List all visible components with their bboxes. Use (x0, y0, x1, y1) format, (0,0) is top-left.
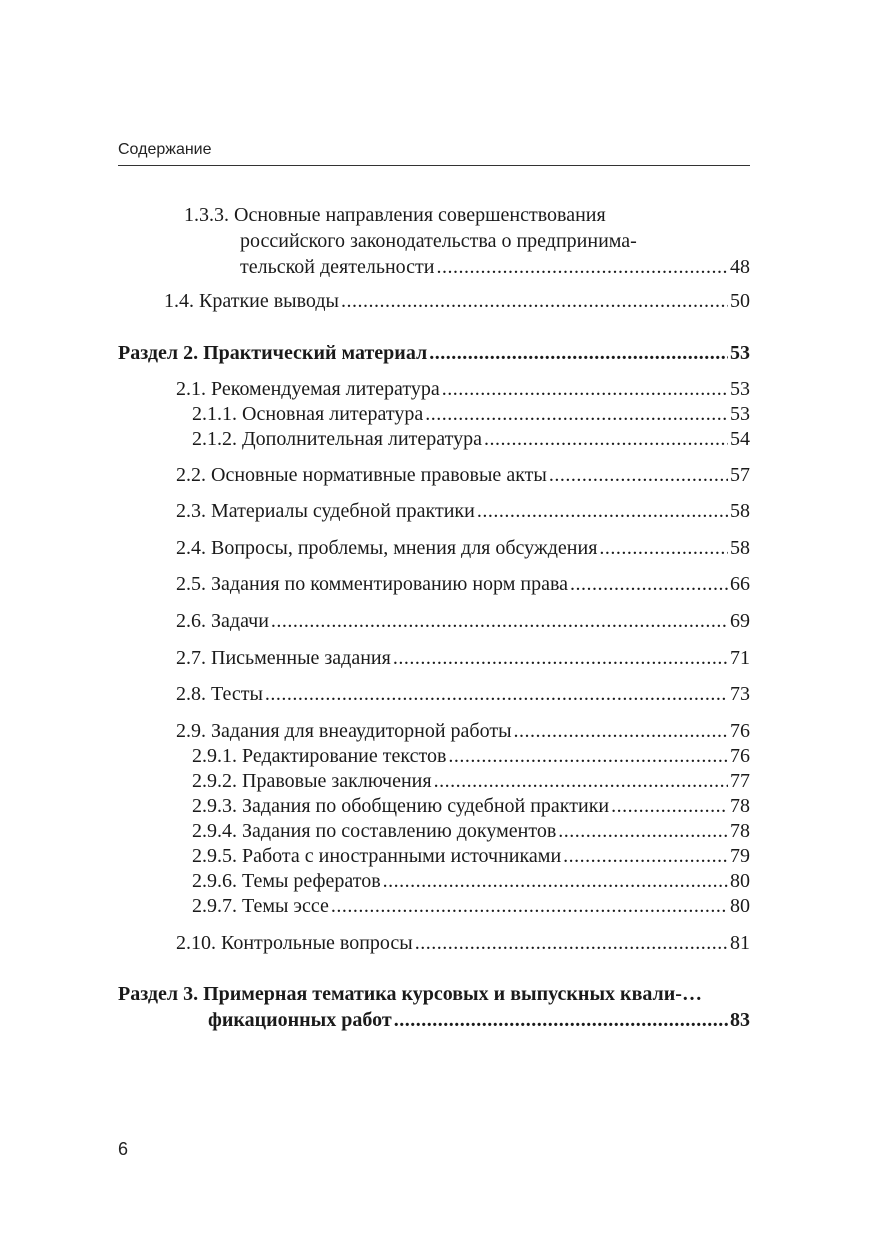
toc-entry-1-4[interactable]: 1.4. Краткие выводы ..... 50 (164, 288, 750, 314)
dot-leader (442, 376, 728, 402)
toc-entry-2-9-6[interactable]: 2.9.6. Темы рефератов ..... 80 (192, 868, 750, 894)
dot-leader (425, 401, 728, 427)
dot-leader (429, 340, 728, 366)
toc-entry-2-2[interactable]: 2.2. Основные нормативные правовые акты ..... 57 (176, 462, 750, 488)
toc-section-3-line1: Раздел 3. Примерная тематика курсовых и выпускных квали-… (118, 983, 702, 1005)
dot-leader (415, 930, 728, 956)
header-rule (118, 165, 750, 166)
page-number: 57 (730, 464, 750, 486)
toc-entry-2-9-2[interactable]: 2.9.2. Правовые заключения ..... 77 (192, 768, 750, 794)
toc-entry-2-9-1[interactable]: 2.9.1. Редактирование текстов ..... 76 (192, 743, 750, 769)
dot-leader (271, 608, 728, 634)
dot-leader (448, 743, 728, 769)
dot-leader (599, 535, 728, 561)
dot-leader (265, 681, 728, 707)
toc-entry-2-7[interactable]: 2.7. Письменные задания ..... 71 (176, 645, 750, 671)
dot-leader (437, 254, 729, 280)
toc-entry-2-9-4[interactable]: 2.9.4. Задания по составлению документов ..... 78 (192, 818, 750, 844)
page-number: 69 (730, 610, 750, 632)
page-number: 54 (730, 428, 750, 450)
toc-entry-1-3-3-line2: российского законодательства о предпринима- (240, 230, 637, 252)
running-head: Содержание (118, 141, 212, 158)
page-number: 83 (730, 1009, 750, 1031)
toc-entry-2-6[interactable]: 2.6. Задачи ..... 69 (176, 608, 750, 634)
page-number: 53 (730, 342, 750, 364)
toc-entry-1-3-3-line3: тельской деятельности (240, 256, 435, 278)
toc-entry-1-3-3[interactable] (240, 254, 750, 280)
folio-page-number: 6 (118, 1139, 129, 1159)
dot-leader (611, 793, 728, 819)
page-number: 78 (730, 820, 750, 842)
page-number: 53 (730, 378, 750, 400)
toc-entry-2-5[interactable]: 2.5. Задания по комментированию норм права ..... 66 (176, 571, 750, 597)
toc-entry-2-8[interactable]: 2.8. Тесты ..... 73 (176, 681, 750, 707)
page-number: 50 (730, 290, 750, 312)
dot-leader (549, 462, 728, 488)
toc-entry-2-9-7[interactable]: 2.9.7. Темы эссе ..... 80 (192, 893, 750, 919)
toc-entry-2-9-3[interactable]: 2.9.3. Задания по обобщению судебной практики ..... 78 (192, 793, 750, 819)
toc-entry-1-3-3-line1: 1.3.3. Основные направления совершенствования (184, 204, 606, 226)
dot-leader (558, 818, 728, 844)
toc-section-2[interactable]: Раздел 2. Практический материал ..... 53 (118, 340, 750, 366)
dot-leader (570, 571, 728, 597)
dot-leader (477, 498, 728, 524)
dot-leader (514, 718, 728, 744)
page-number: 58 (730, 537, 750, 559)
toc-entry-2-1[interactable]: 2.1. Рекомендуемая литература ..... 53 (176, 376, 750, 402)
page-number: 58 (730, 500, 750, 522)
page-number: 73 (730, 683, 750, 705)
toc-entry-2-3[interactable]: 2.3. Материалы судебной практики ..... 58 (176, 498, 750, 524)
page-number: 77 (730, 770, 750, 792)
dot-leader (563, 843, 728, 869)
toc-entry-2-9[interactable]: 2.9. Задания для внеаудиторной работы ..... 76 (176, 718, 750, 744)
dot-leader (394, 1007, 728, 1033)
page-number: 66 (730, 573, 750, 595)
dot-leader (393, 645, 728, 671)
page-number: 80 (730, 870, 750, 892)
dot-leader (383, 868, 728, 894)
page-number: 53 (730, 403, 750, 425)
page-number: 71 (730, 647, 750, 669)
toc-entry-2-10[interactable]: 2.10. Контрольные вопросы ..... 81 (176, 930, 750, 956)
page-number: 80 (730, 895, 750, 917)
page-number: 81 (730, 932, 750, 954)
dot-leader (434, 768, 728, 794)
toc-entry-2-9-5[interactable]: 2.9.5. Работа с иностранными источниками ..... 79 (192, 843, 750, 869)
page-number: 76 (730, 720, 750, 742)
dot-leader (484, 426, 728, 452)
toc-entry-2-1-2[interactable]: 2.1.2. Дополнительная литература ..... 54 (192, 426, 750, 452)
dot-leader (331, 893, 728, 919)
page-number: 76 (730, 745, 750, 767)
page-number: 79 (730, 845, 750, 867)
page-number: 78 (730, 795, 750, 817)
toc-entry-2-4[interactable]: 2.4. Вопросы, проблемы, мнения для обсуждения ..... 58 (176, 535, 750, 561)
dot-leader (341, 288, 728, 314)
toc-section-3[interactable]: фикационных работ ..... 83 (208, 1007, 750, 1033)
page-number: 48 (730, 256, 750, 278)
toc-entry-2-1-1[interactable]: 2.1.1. Основная литература ..... 53 (192, 401, 750, 427)
